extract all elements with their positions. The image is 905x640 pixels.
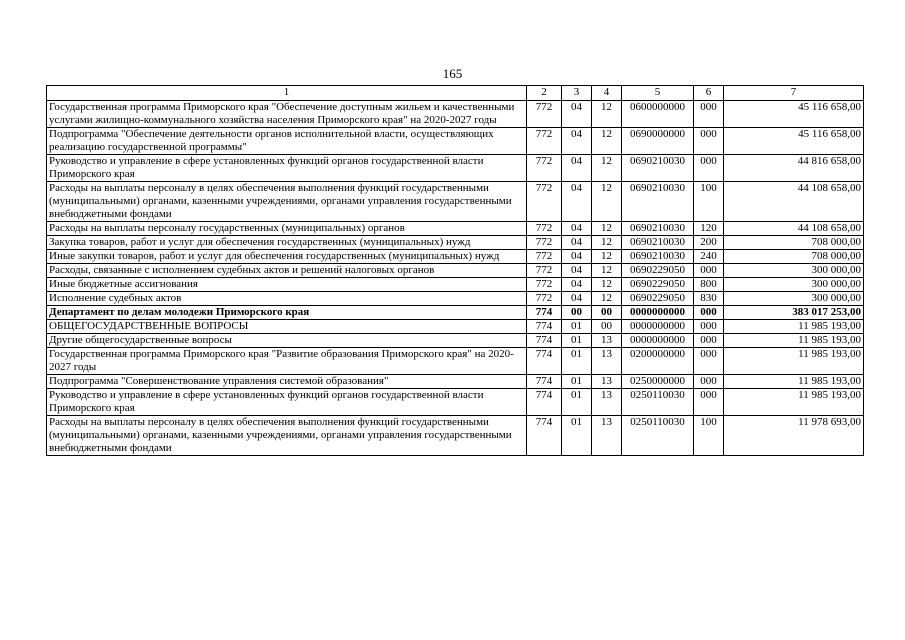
- subsection-cell: 13: [592, 334, 622, 348]
- admin-code-cell: 774: [527, 320, 562, 334]
- expense-type-cell: 000: [694, 128, 724, 155]
- admin-code-cell: 774: [527, 389, 562, 416]
- target-article-cell: 0250110030: [622, 389, 694, 416]
- amount-cell: 45 116 658,00: [724, 101, 864, 128]
- amount-cell: 11 978 693,00: [724, 416, 864, 456]
- target-article-cell: 0690229050: [622, 264, 694, 278]
- subsection-cell: 13: [592, 348, 622, 375]
- row-name-cell: Департамент по делам молодежи Приморского края: [47, 306, 527, 320]
- table-row: [47, 101, 864, 128]
- target-article-cell: 0000000000: [622, 320, 694, 334]
- admin-code-cell: 772: [527, 222, 562, 236]
- admin-code-cell: 774: [527, 306, 562, 320]
- subsection-cell: 12: [592, 128, 622, 155]
- table-row: [47, 348, 864, 375]
- row-name-cell: Расходы на выплаты персоналу в целях обеспечения выполнения функций государственными (муниципальными) органами, казенными учреждениями, органами управления государственными внебюджетными фондами: [47, 182, 527, 222]
- table-row: [47, 236, 864, 250]
- admin-code-cell: 772: [527, 236, 562, 250]
- expense-type-cell: 000: [694, 264, 724, 278]
- amount-cell: 300 000,00: [724, 292, 864, 306]
- column-header: 2: [527, 86, 562, 101]
- admin-code-cell: 774: [527, 375, 562, 389]
- column-header: 3: [562, 86, 592, 101]
- section-cell: 04: [562, 222, 592, 236]
- table-row: [47, 128, 864, 155]
- section-cell: 04: [562, 101, 592, 128]
- expense-type-cell: 000: [694, 348, 724, 375]
- target-article-cell: 0690210030: [622, 250, 694, 264]
- row-name-cell: Государственная программа Приморского края "Развитие образования Приморского края" на 2020-2027 годы: [47, 348, 527, 375]
- table-row: [47, 250, 864, 264]
- admin-code-cell: 772: [527, 264, 562, 278]
- admin-code-cell: 774: [527, 334, 562, 348]
- amount-cell: 383 017 253,00: [724, 306, 864, 320]
- admin-code-cell: 772: [527, 182, 562, 222]
- section-cell: 01: [562, 375, 592, 389]
- subsection-cell: 00: [592, 306, 622, 320]
- section-cell: 04: [562, 128, 592, 155]
- section-cell: 01: [562, 416, 592, 456]
- column-header: 4: [592, 86, 622, 101]
- expense-type-cell: 000: [694, 334, 724, 348]
- amount-cell: 300 000,00: [724, 264, 864, 278]
- amount-cell: 708 000,00: [724, 236, 864, 250]
- row-name-cell: Другие общегосударственные вопросы: [47, 334, 527, 348]
- row-name-cell: Расходы на выплаты персоналу государственных (муниципальных) органов: [47, 222, 527, 236]
- amount-cell: 11 985 193,00: [724, 389, 864, 416]
- target-article-cell: 0690229050: [622, 278, 694, 292]
- column-header: 6: [694, 86, 724, 101]
- section-cell: 04: [562, 278, 592, 292]
- row-name-cell: Иные бюджетные ассигнования: [47, 278, 527, 292]
- amount-cell: 44 108 658,00: [724, 182, 864, 222]
- expense-type-cell: 000: [694, 375, 724, 389]
- section-cell: 04: [562, 236, 592, 250]
- expense-type-cell: 120: [694, 222, 724, 236]
- admin-code-cell: 772: [527, 101, 562, 128]
- admin-code-cell: 772: [527, 155, 562, 182]
- expense-type-cell: 100: [694, 416, 724, 456]
- section-cell: 01: [562, 320, 592, 334]
- expense-type-cell: 100: [694, 182, 724, 222]
- target-article-cell: 0690229050: [622, 292, 694, 306]
- row-name-cell: Подпрограмма "Совершенствование управления системой образования": [47, 375, 527, 389]
- subsection-cell: 12: [592, 222, 622, 236]
- admin-code-cell: 772: [527, 128, 562, 155]
- header-row: [47, 86, 864, 101]
- table-row: [47, 416, 864, 456]
- target-article-cell: 0690210030: [622, 155, 694, 182]
- row-name-cell: Руководство и управление в сфере установленных функций органов государственной власти Приморского края: [47, 155, 527, 182]
- target-article-cell: 0000000000: [622, 306, 694, 320]
- table-body: [47, 101, 864, 456]
- target-article-cell: 0690000000: [622, 128, 694, 155]
- expense-type-cell: 000: [694, 320, 724, 334]
- amount-cell: 11 985 193,00: [724, 320, 864, 334]
- row-name-cell: Расходы на выплаты персоналу в целях обеспечения выполнения функций государственными (муниципальными) органами, казенными учреждениями, органами управления государственными внебюджетными фондами: [47, 416, 527, 456]
- row-name-cell: Государственная программа Приморского края "Обеспечение доступным жильем и качественными услугами жилищно-коммунального хозяйства населения Приморского края" на 2020-2027 годы: [47, 101, 527, 128]
- subsection-cell: 12: [592, 292, 622, 306]
- admin-code-cell: 772: [527, 292, 562, 306]
- table-row: [47, 292, 864, 306]
- table-row: [47, 389, 864, 416]
- row-name-cell: Подпрограмма "Обеспечение деятельности органов исполнительной власти, осуществляющих реализацию государственной программы": [47, 128, 527, 155]
- amount-cell: 300 000,00: [724, 278, 864, 292]
- table-row: [47, 155, 864, 182]
- section-cell: 04: [562, 182, 592, 222]
- target-article-cell: 0690210030: [622, 182, 694, 222]
- section-cell: 01: [562, 389, 592, 416]
- admin-code-cell: 772: [527, 278, 562, 292]
- table-row: [47, 375, 864, 389]
- amount-cell: 45 116 658,00: [724, 128, 864, 155]
- column-header: 1: [47, 86, 527, 101]
- row-name-cell: Закупка товаров, работ и услуг для обеспечения государственных (муниципальных) нужд: [47, 236, 527, 250]
- column-header: 5: [622, 86, 694, 101]
- column-header: 7: [724, 86, 864, 101]
- expense-type-cell: 000: [694, 101, 724, 128]
- target-article-cell: 0200000000: [622, 348, 694, 375]
- table-row: [47, 182, 864, 222]
- subsection-cell: 13: [592, 416, 622, 456]
- amount-cell: 44 108 658,00: [724, 222, 864, 236]
- expense-type-cell: 000: [694, 155, 724, 182]
- row-name-cell: Иные закупки товаров, работ и услуг для обеспечения государственных (муниципальных) нужд: [47, 250, 527, 264]
- table-row: [47, 320, 864, 334]
- expense-type-cell: 200: [694, 236, 724, 250]
- expense-type-cell: 000: [694, 389, 724, 416]
- section-cell: 00: [562, 306, 592, 320]
- row-name-cell: Руководство и управление в сфере установленных функций органов государственной власти Приморского края: [47, 389, 527, 416]
- section-cell: 04: [562, 250, 592, 264]
- amount-cell: 44 816 658,00: [724, 155, 864, 182]
- section-cell: 01: [562, 334, 592, 348]
- subsection-cell: 12: [592, 101, 622, 128]
- page-number: 165: [442, 66, 463, 81]
- amount-cell: 708 000,00: [724, 250, 864, 264]
- budget-table: [46, 85, 864, 456]
- subsection-cell: 12: [592, 236, 622, 250]
- expense-type-cell: 800: [694, 278, 724, 292]
- target-article-cell: 0250000000: [622, 375, 694, 389]
- target-article-cell: 0250110030: [622, 416, 694, 456]
- admin-code-cell: 774: [527, 348, 562, 375]
- target-article-cell: 0600000000: [622, 101, 694, 128]
- amount-cell: 11 985 193,00: [724, 375, 864, 389]
- section-cell: 04: [562, 155, 592, 182]
- subsection-cell: 13: [592, 389, 622, 416]
- amount-cell: 11 985 193,00: [724, 348, 864, 375]
- expense-type-cell: 240: [694, 250, 724, 264]
- admin-code-cell: 774: [527, 416, 562, 456]
- subsection-cell: 12: [592, 155, 622, 182]
- target-article-cell: 0690210030: [622, 236, 694, 250]
- table-row: [47, 278, 864, 292]
- target-article-cell: 0000000000: [622, 334, 694, 348]
- section-cell: 04: [562, 292, 592, 306]
- table-row: [47, 334, 864, 348]
- subsection-cell: 12: [592, 264, 622, 278]
- row-name-cell: Расходы, связанные с исполнением судебных актов и решений налоговых органов: [47, 264, 527, 278]
- admin-code-cell: 772: [527, 250, 562, 264]
- section-cell: 01: [562, 348, 592, 375]
- subsection-cell: 12: [592, 278, 622, 292]
- subsection-cell: 12: [592, 250, 622, 264]
- target-article-cell: 0690210030: [622, 222, 694, 236]
- amount-cell: 11 985 193,00: [724, 334, 864, 348]
- expense-type-cell: 000: [694, 306, 724, 320]
- row-name-cell: Исполнение судебных актов: [47, 292, 527, 306]
- section-cell: 04: [562, 264, 592, 278]
- table-row: [47, 264, 864, 278]
- row-name-cell: ОБЩЕГОСУДАРСТВЕННЫЕ ВОПРОСЫ: [47, 320, 527, 334]
- table-row: [47, 222, 864, 236]
- table-row: [47, 306, 864, 320]
- subsection-cell: 13: [592, 375, 622, 389]
- subsection-cell: 12: [592, 182, 622, 222]
- subsection-cell: 00: [592, 320, 622, 334]
- expense-type-cell: 830: [694, 292, 724, 306]
